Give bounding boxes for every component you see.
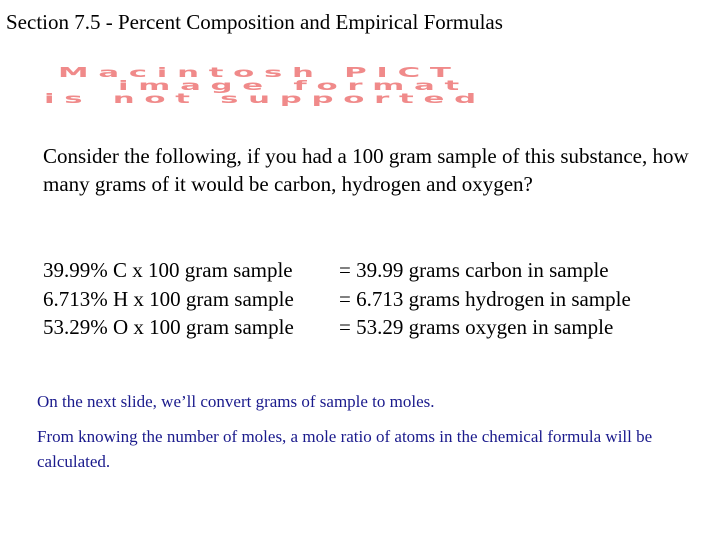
calculation-row-carbon [43, 256, 631, 285]
calculation-result: = 6.713 grams hydrogen in sample [339, 286, 631, 311]
calculation-list [43, 256, 631, 342]
calculation-expression: 39.99% C x 100 gram sample [43, 258, 293, 282]
placeholder-line-2: image format [118, 77, 469, 94]
placeholder-line-3: is not supported [44, 90, 486, 107]
slide-title: Section 7.5 - Percent Composition and Empirical Formulas [6, 10, 503, 34]
calculation-expression: 6.713% H x 100 gram sample [43, 286, 294, 311]
calculation-row-hydrogen [43, 285, 631, 314]
calculation-result: = 53.29 grams oxygen in sample [339, 315, 614, 339]
calculation-result: = 39.99 grams carbon in sample [339, 258, 609, 282]
placeholder-line-1: Macintosh PICT [58, 66, 461, 81]
unsupported-image-placeholder [44, 66, 624, 110]
calculation-expression: 53.29% O x 100 gram sample [43, 315, 294, 339]
note-mole-ratio: From knowing the number of moles, a mole ratio of atoms in the chemical formula will be calculated. [37, 427, 653, 471]
intro-paragraph: Consider the following, if you had a 100 gram sample of this substance, how many grams of it would be carbon, hydrogen and oxygen? [43, 144, 689, 196]
calculation-row-oxygen [43, 313, 631, 342]
note-next-slide: On the next slide, we’ll convert grams of sample to moles. [37, 392, 435, 411]
